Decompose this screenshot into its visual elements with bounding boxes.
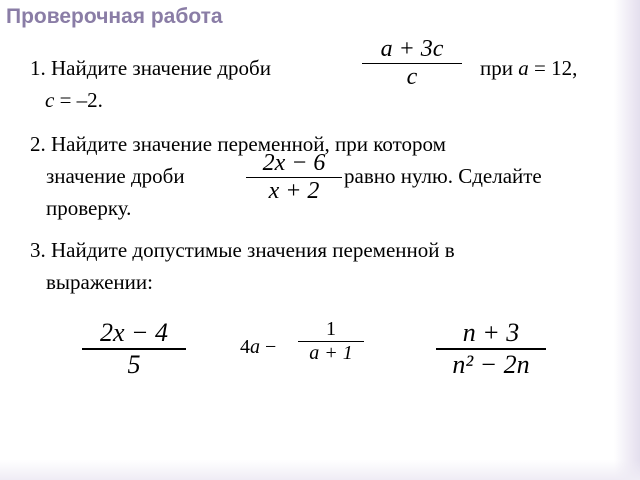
expr3-denominator: n² − 2n [452, 350, 530, 379]
task2-line1 [30, 132, 446, 157]
task1-condition-c: = –2. [54, 88, 103, 112]
task3-line1 [30, 238, 455, 263]
task2-fraction [246, 150, 342, 205]
task3-number: 3. [30, 238, 46, 262]
task1-condition-a: = 12, [528, 56, 578, 80]
task3-expression3 [436, 318, 546, 380]
task2-fraction-numerator: 2x − 6 [262, 150, 326, 176]
task1-condition-line2 [45, 88, 103, 113]
task2-line2-end: равно нулю. Сделайте [344, 164, 542, 188]
page-title: Проверочная работа [6, 5, 223, 28]
task1-question: Найдите значение дроби [51, 56, 271, 80]
expr3-numerator: n + 3 [462, 318, 520, 347]
expr1-numerator: 2x − 4 [99, 318, 169, 347]
expr2-numerator: 1 [326, 318, 336, 340]
task1-condition-pre: при [480, 56, 513, 80]
expr2-coef: 4 [240, 336, 250, 358]
task3-line2: выражении: [46, 270, 153, 294]
task1-fraction [362, 36, 462, 91]
task3-expression2-lead [240, 336, 276, 359]
task2-line3: проверку. [46, 196, 132, 220]
task1-text [30, 56, 271, 81]
task3-expression1 [82, 318, 186, 380]
task2-fraction-denominator: x + 2 [268, 178, 320, 204]
expr1-denominator: 5 [127, 350, 141, 379]
task2-text-line1: Найдите значение переменной, при котором [51, 132, 446, 156]
task1-fraction-denominator: c [406, 64, 418, 90]
page-edge-shading [614, 0, 640, 480]
task1-var-a: a [518, 56, 529, 80]
task1-number: 1. [30, 56, 46, 80]
task2-line2-start: значение дроби [46, 164, 185, 188]
task3-expression2-fraction [298, 318, 364, 365]
page-bottom-shading [0, 460, 640, 480]
task1-var-c: c [45, 88, 55, 112]
expr2-minus: − [265, 336, 277, 358]
task1-fraction-numerator: a + 3c [380, 36, 444, 62]
task3-text-line1: Найдите допустимые значения переменной в [51, 238, 455, 262]
expr2-var: a [250, 336, 260, 358]
task1-condition [480, 56, 577, 81]
expr2-denominator: a + 1 [309, 342, 353, 364]
task2-number: 2. [30, 132, 46, 156]
